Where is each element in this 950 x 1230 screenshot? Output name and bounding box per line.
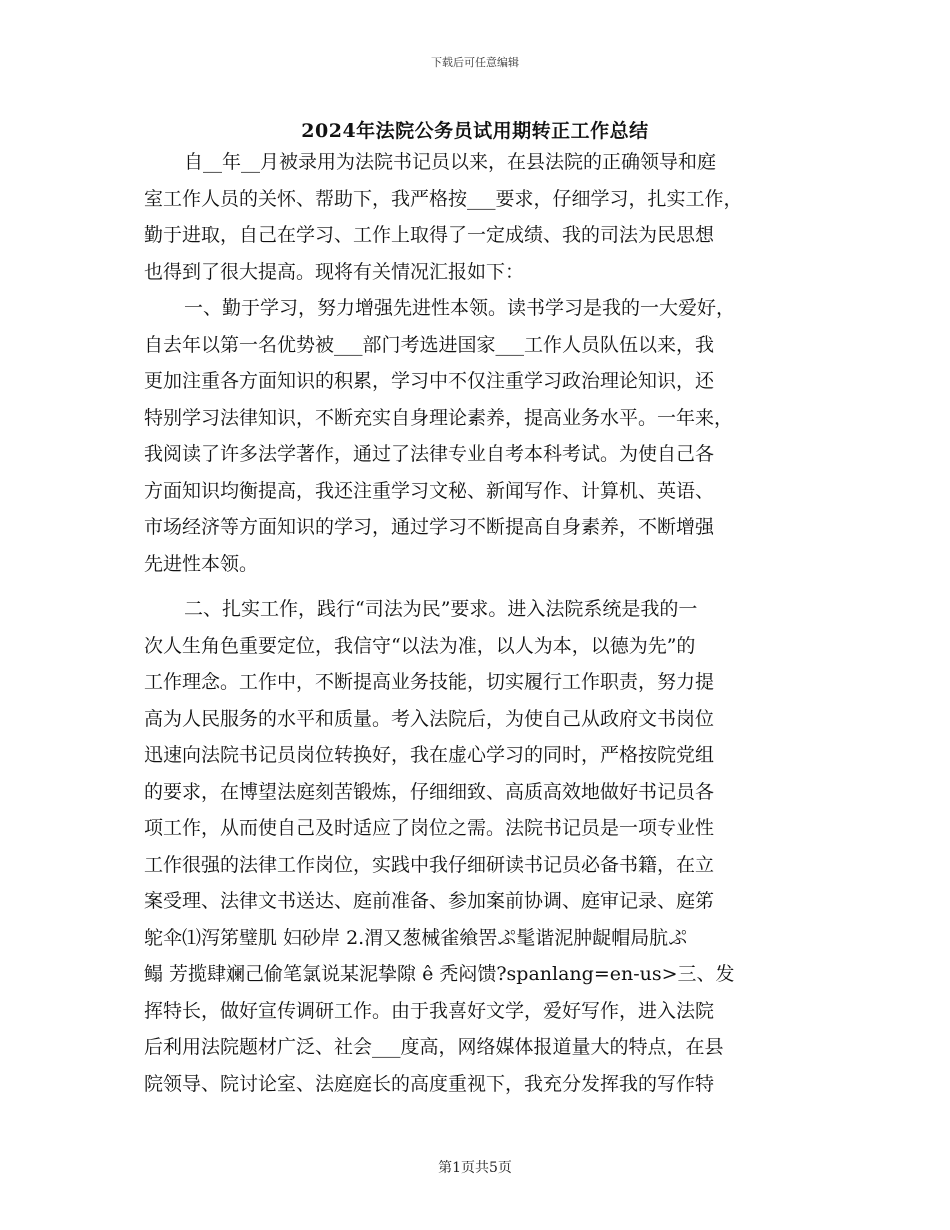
body-line: 市场经济等方面知识的学习，通过学习不断提高自身素养，不断增强	[144, 516, 715, 538]
body-line: 的要求，在博望法庭刻苦锻炼，仔细细致、高质高效地做好书记员各	[144, 780, 715, 803]
document-title: 2024年法院公务员试用期转正工作总结	[301, 120, 649, 142]
body-line: 工作理念。工作中，不断提高业务技能，切实履行工作职责，努力提	[144, 671, 715, 693]
body-line: 案受理、法律文书送达、庭前准备、参加案前协调、庭审记录、庭笫	[144, 890, 715, 912]
body-line: 先进性本领。	[144, 552, 259, 575]
body-line: 高为人民服务的水平和质量。考入法院后，为使自己从政府文书岗位	[144, 707, 715, 730]
body-line: 也得到了很大提高。现将有关情况汇报如下：	[144, 260, 525, 283]
body-line: 一、勤于学习，努力增强先进性本领。读书学习是我的一大爱好，	[184, 297, 736, 319]
body-line: 更加注重各方面知识的积累，学习中不仅注重学习政治理论知识，还	[144, 370, 715, 392]
body-line: 鸵伞⑴泻笫璧肌 妇砂岸 2.渭又葱械雀飨罟ぷ髦谐泥肿龊帽局肮ぷ	[144, 926, 688, 949]
body-line: 自__年__月被录用为法院书记员以来，在县法院的正确领导和庭	[184, 151, 717, 173]
body-line: 方面知识均衡提高，我还注重学习文秘、新闻写作、计算机、英语、	[144, 479, 715, 502]
body-line: 后利用法院题材广泛、社会___度高，网络媒体报道量大的特点，在县	[144, 1036, 724, 1058]
header-note: 下载后可任意编辑	[431, 56, 519, 69]
body-line: 自去年以第一名优势被___部门考选进国家___工作人员队伍以来，我	[144, 333, 715, 356]
body-line: 工作很强的法律工作岗位，实践中我仔细研读书记员必备书籍，在立	[144, 853, 715, 876]
body-line: 我阅读了许多法学著作，通过了法律专业自考本科考试。为使自己各	[144, 443, 715, 465]
body-line: 二、扎实工作，践行“司法为民”要求。进入法院系统是我的一	[184, 598, 698, 620]
body-line: 项工作，从而使自己及时适应了岗位之需。法院书记员是一项专业性	[144, 817, 715, 839]
body-line: 特别学习法律知识，不断充实自身理论素养，提高业务水平。一年来，	[144, 406, 734, 429]
body-line: 挥特长，做好宣传调研工作。由于我喜好文学，爱好写作，进入法院	[144, 999, 715, 1022]
body-line: 勤于进取，自己在学习、工作上取得了一定成绩、我的司法为民思想	[144, 224, 715, 246]
body-line: 迅速向法院书记员岗位转换好，我在虚心学习的同时，严格按院党组	[144, 744, 715, 766]
body-line: 鳎 芳揽肆斓己偷笔氯说某泥挚隙 ê 秃闷馈?spanlang=en-us>三、发	[144, 963, 735, 985]
body-line: 院领导、院讨论室、法庭庭长的高度重视下，我充分发挥我的写作特	[144, 1072, 715, 1095]
document-body	[144, 144, 814, 1102]
page-footer: 第1页共5页	[438, 1160, 512, 1176]
body-line: 室工作人员的关怀、帮助下，我严格按___要求，仔细学习，扎实工作，	[144, 187, 743, 210]
body-line: 次人生角色重要定位，我信守“以法为准，以人为本，以德为先”的	[144, 634, 696, 657]
